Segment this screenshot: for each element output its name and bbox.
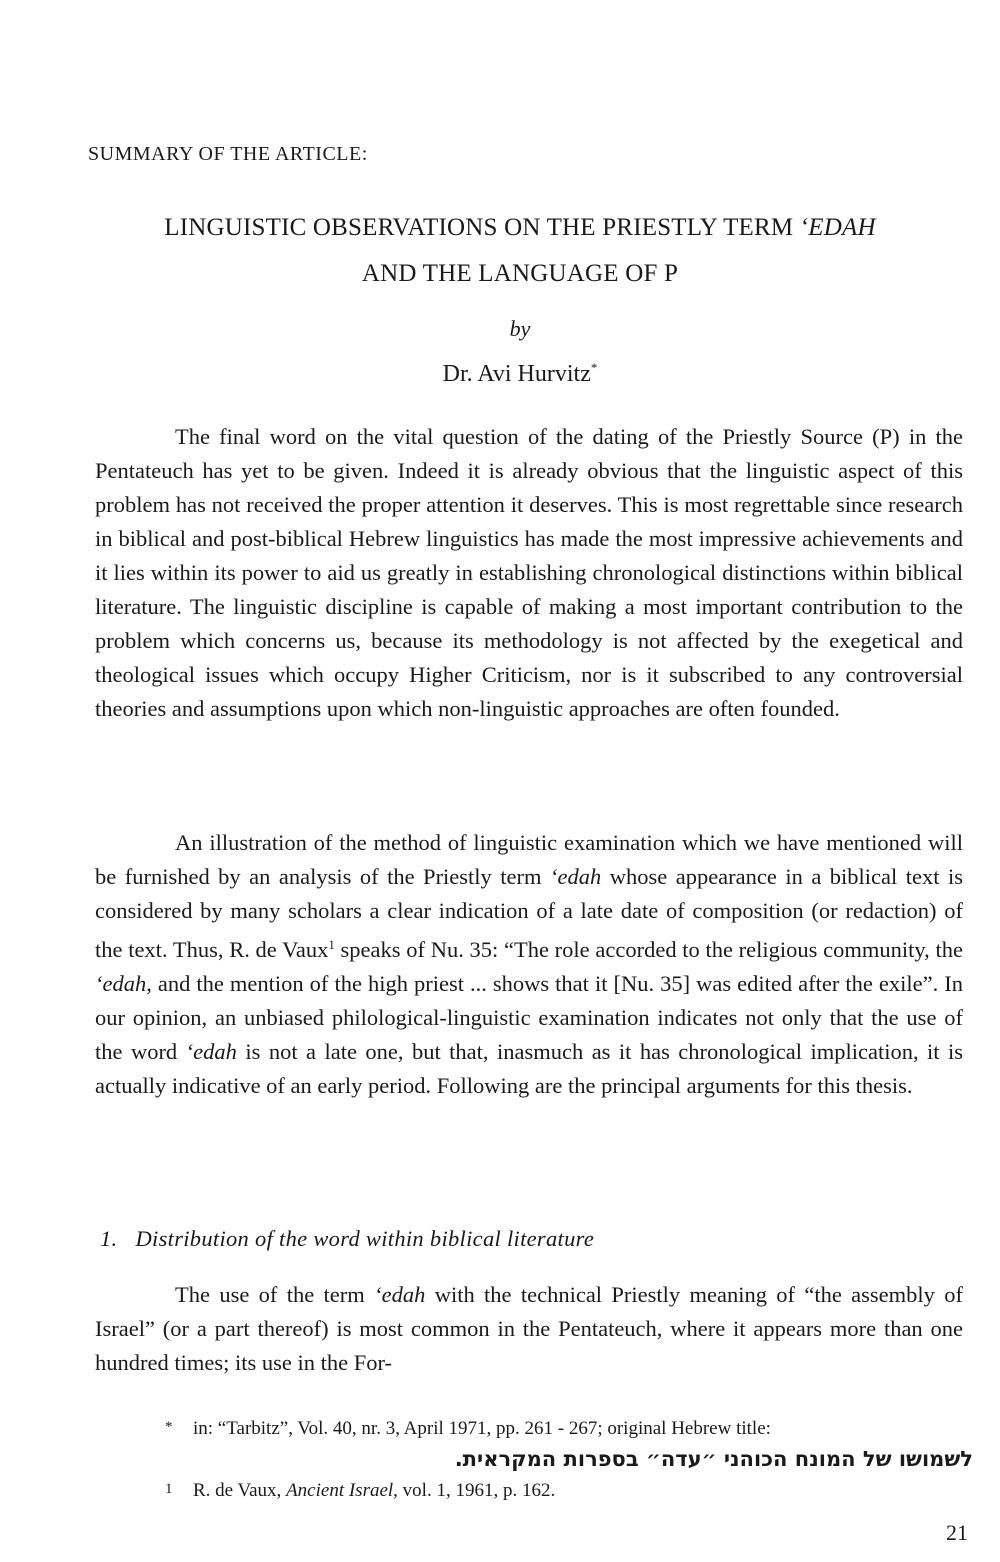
footnote-star xyxy=(165,1412,975,1444)
title-text: LINGUISTIC OBSERVATIONS ON THE PRIESTLY TERM xyxy=(164,214,800,241)
footnote-1-book-title: Ancient Israel xyxy=(286,1480,394,1501)
author-text: Dr. Avi Hurvitz xyxy=(442,361,591,387)
footnote-star-text: in: “Tarbitz”, Vol. 40, nr. 3, April 1971, pp. 261 - 267; original Hebrew title: xyxy=(193,1418,771,1439)
footnotes xyxy=(165,1412,975,1506)
paragraph-2 xyxy=(95,826,963,1103)
section-heading-1 xyxy=(100,1226,594,1252)
page-number: 21 xyxy=(946,1520,968,1545)
footnote-1-marker: 1 xyxy=(165,1481,173,1497)
term-edah: ‘edah xyxy=(95,971,147,996)
title-term: ‘EDAH xyxy=(799,214,876,241)
paragraph-2-text-5: is not a late one, but that, inasmuch as it has chronological implication, it is actually indicative of an early period. Following are the principal arguments for this thesis. xyxy=(95,1039,963,1098)
paragraph-2-text-3: speaks of Nu. 35: “The role accorded to the religious community, the xyxy=(334,937,963,962)
footnote-star-marker: * xyxy=(165,1419,173,1435)
term-edah: ‘edah xyxy=(550,864,602,889)
footnote-ref-1: 1 xyxy=(328,937,335,952)
paragraph-2-text-1: An illustration of the method of linguistic examination which we have mentioned will be furnished by an analysis of the Priestly term xyxy=(95,830,963,889)
term-edah: ‘edah xyxy=(374,1282,426,1307)
paragraph-3-text-2: with the technical Priestly meaning of “the assembly of Israel” (or a part thereof) is most common in the Pentateuch, where it appears more than one hundred times; its use in the For- xyxy=(95,1282,963,1375)
author-footnote-mark: * xyxy=(590,360,598,375)
term-edah: ‘edah xyxy=(185,1039,237,1064)
author-name xyxy=(100,360,940,388)
footnote-1-text: R. de Vaux, xyxy=(193,1480,287,1501)
summary-label: SUMMARY OF THE ARTICLE: xyxy=(88,143,368,165)
article-title-line-1 xyxy=(100,214,940,242)
paragraph-3 xyxy=(95,1278,963,1380)
paragraph-2-text-2: whose appearance in a biblical text is considered by many scholars a clear indication of a late date of composition (or redaction) of the text. Thus, R. de Vaux xyxy=(95,864,963,962)
byline: by xyxy=(509,316,531,341)
section-number: 1. xyxy=(100,1226,118,1251)
article-title-line-2: AND THE LANGUAGE OF P xyxy=(361,260,679,287)
footnote-hebrew-title: לשמושו של המונח הכוהני ״עדה״ בספרות המקראית. xyxy=(454,1447,973,1471)
footnote-1 xyxy=(165,1474,975,1506)
paragraph-1: The final word on the vital question of the dating of the Priestly Source (P) in the Pentateuch has yet to be given. Indeed it is already obvious that the linguistic aspect of this problem has not received the proper attention it deserves. This is most regrettable since research in biblical and post-biblical Hebrew linguistics has made the most impressive achievements and it lies within its power to aid us greatly in establishing chronological distinctions within biblical literature. The linguistic discipline is capable of making a most important contribution to the problem which concerns us, because its methodology is not affected by the exegetical and theological issues which occupy Higher Criticism, nor is it subscribed to any controversial theories and assumptions upon which non-linguistic approaches are often founded. xyxy=(95,424,963,721)
paragraph-2-text-4: , and the mention of the high priest ... shows that it [Nu. 35] was edited after the exile”. In our opinion, an unbiased philological-linguistic examination indicates not only that the use of the word xyxy=(95,971,963,1064)
paragraph-3-text-1: The use of the term xyxy=(175,1282,375,1307)
footnote-1-tail: , vol. 1, 1961, p. 162. xyxy=(393,1480,556,1501)
section-title: Distribution of the word within biblical literature xyxy=(135,1226,595,1251)
